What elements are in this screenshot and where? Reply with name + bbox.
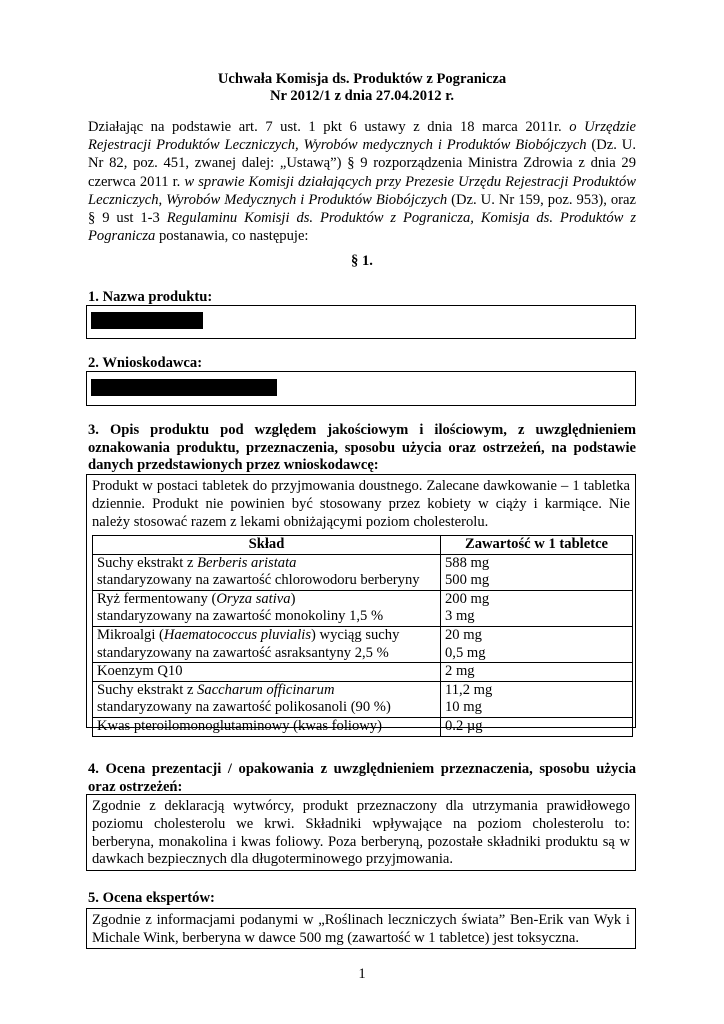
intro-paragraph: [88, 118, 636, 245]
presentation-assessment: Zgodnie z deklaracją wytwórcy, produkt przeznaczony dla utrzymania prawidłowego poziomu cholesterolu we krwi. Składniki wpływające na poziom cholesterolu to: berberyna, monakolina i kwas foliowy. Poza berberyną, pozostałe składniki produktu są w dawkach bezpiecznych dla długoterminowego przyjmowania.: [92, 798, 630, 868]
product-name-box: [86, 305, 636, 339]
intro-italic-3: Regulaminu Komisji ds. Produktów z Pogranicza, Komisja ds. Produktów z Pogranicza: [88, 210, 636, 245]
ingredient-cell: Koenzym Q10: [93, 663, 441, 682]
product-description-box: [86, 474, 636, 734]
amount-cell: 2 mg: [441, 663, 633, 682]
intro-text-3: (Dz. U. Nr 159, poz. 953), oraz § 9 ust 1-3: [88, 191, 636, 227]
redacted-applicant: [91, 379, 277, 396]
table-header-row: [93, 536, 633, 555]
table-row: [93, 590, 633, 626]
amount-cell: 200 mg 3 mg: [441, 590, 633, 626]
expert-assessment: Zgodnie z informacjami podanymi w „Roślinach leczniczych świata” Ben-Erik van Wyk i Michale Wink, berberyna w dawce 500 mg (zawartość w 1 tabletce) jest toksyczna.: [92, 912, 630, 946]
intro-italic-1: o Urzędzie Rejestracji Produktów Leczniczych, Wyrobów medycznych i Produktów Biobójczych: [88, 119, 636, 154]
ingredient-cell: Mikroalgi (Haematococcus pluvialis) wyciąg suchy standaryzowany na zawartość asraksantyny 2,5 %: [93, 626, 441, 662]
ingredient-cell: Suchy ekstrakt z Saccharum officinarum standaryzowany na zawartość polikosanoli (90 %): [93, 681, 441, 717]
column-header-content: Zawartość w 1 tabletce: [441, 536, 633, 555]
table-row: [93, 554, 633, 590]
applicant-box: [86, 371, 636, 406]
amount-cell: 588 mg 500 mg: [441, 554, 633, 590]
expert-assessment-box: [86, 908, 636, 949]
amount-cell: 0.2 µg: [441, 717, 633, 736]
table-row: [93, 681, 633, 717]
composition-table: [92, 535, 633, 737]
section-2-heading: 2. Wnioskodawca:: [88, 355, 203, 371]
ingredient-cell: Suchy ekstrakt z Berberis aristata standaryzowany na zawartość chlorowodoru berberyny: [93, 554, 441, 590]
table-row: [93, 626, 633, 662]
intro-text-2: (Dz. U. Nr 82, poz. 451, zwanej dalej: „Ustawą”) § 9 rozporządzenia Ministra Zdrowia z dnia 29 czerwca 2011 r.: [88, 137, 636, 190]
presentation-assessment-box: [86, 794, 636, 871]
intro-text-1: Działając na podstawie art. 7 ust. 1 pkt 6 ustawy z dnia 18 marca 2011r.: [88, 119, 570, 135]
product-description: Produkt w postaci tabletek do przyjmowania doustnego. Zalecane dawkowanie – 1 tabletka dziennie. Produkt nie powinien być stosowany przez kobiety w ciąży i karmiące. Nie należy stosować razem z lekami obniżającymi poziom cholesterolu.: [92, 478, 630, 530]
redacted-product-name: [91, 312, 203, 329]
section-3-heading: 3. Opis produktu pod względem jakościowym i ilościowym, z uwzględnieniem oznakowania produktu, przeznaczenia, sposobu użycia oraz ostrzeżeń, na podstawie danych przedstawionych przez wnioskodawcę:: [88, 422, 636, 473]
section-5-heading: 5. Ocena ekspertów:: [88, 890, 215, 906]
table-row: [93, 717, 633, 736]
title-line-1: Uchwała Komisja ds. Produktów z Pogranicza: [217, 71, 507, 87]
section-4-heading: 4. Ocena prezentacji / opakowania z uwzględnieniem przeznaczenia, sposobu użycia oraz ostrzeżeń:: [88, 761, 636, 795]
ingredient-cell: Ryż fermentowany (Oryza sativa) standaryzowany na zawartość monokoliny 1,5 %: [93, 590, 441, 626]
resolution-title: [88, 71, 636, 105]
intro-text-4: postanawia, co następuje:: [155, 228, 309, 245]
paragraph-mark: § 1.: [351, 253, 373, 269]
section-1-heading: 1. Nazwa produktu:: [88, 289, 213, 305]
title-line-2: Nr 2012/1 z dnia 27.04.2012 r.: [269, 88, 455, 104]
ingredient-cell: Kwas pteroilomonoglutaminowy (kwas foliowy): [93, 717, 441, 736]
amount-cell: 20 mg 0,5 mg: [441, 626, 633, 662]
table-row: [93, 663, 633, 682]
intro-italic-2: w sprawie Komisji działających przy Prezesie Urzędu Rejestracji Produktów Leczniczych, Wyrobów Medycznych i Produktów Biobójczych: [88, 173, 636, 208]
column-header-composition: Skład: [93, 536, 441, 555]
page-number: 1: [358, 966, 366, 982]
amount-cell: 11,2 mg 10 mg: [441, 681, 633, 717]
